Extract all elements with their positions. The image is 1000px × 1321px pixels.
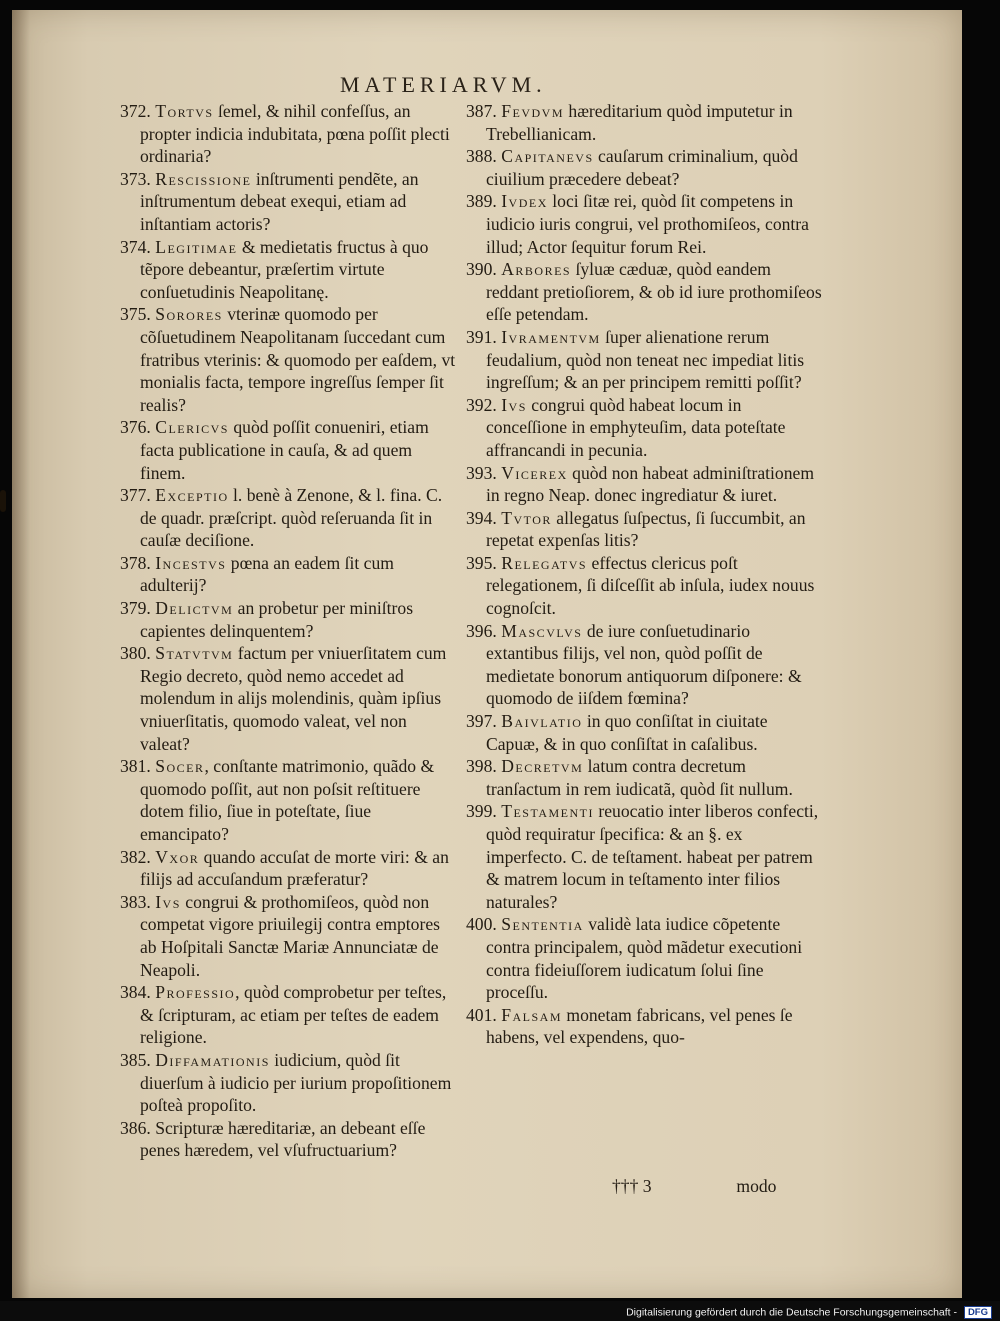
entry-number: 383. — [120, 891, 151, 912]
entry-text: Scripturæ hæreditariæ, an debeant eſſe penes hæredem, vel vſufructuarium? — [140, 1117, 426, 1161]
entry-number: 401. — [466, 1004, 497, 1025]
entry-keyword: Ivs — [501, 394, 527, 415]
page-footer — [612, 1176, 832, 1197]
entry-number: 394. — [466, 507, 497, 528]
index-entry — [466, 190, 822, 258]
digitization-credit — [626, 1306, 992, 1319]
entry-keyword: Delictvm — [155, 598, 234, 619]
entry-text: reuocatio inter liberos confecti, quòd requiratur ſpecifica: & an §. ex imperfecto. C. de teſtament. habeat per patrem & matrem locum in teſtamento inter filios naturales? — [486, 801, 819, 912]
entry-text: quando accuſat de morte viri: & an filijs ad accuſandum præferatur? — [140, 846, 449, 890]
entry-text: hæreditarium quòd imputetur in Trebellianicam. — [486, 101, 793, 144]
entry-keyword: Ivs — [155, 891, 181, 912]
index-column-right — [466, 100, 822, 1049]
signature-mark: ††† 3 — [612, 1176, 652, 1196]
index-entry — [120, 1117, 458, 1162]
entry-number: 373. — [120, 168, 151, 189]
entry-keyword: Ivramentvm — [501, 326, 601, 347]
index-entry — [120, 981, 458, 1049]
entry-text: & medietatis fructus à quo tẽpore debeantur, præſertim virtute conſuetudinis Neapolitanę. — [140, 236, 429, 302]
entry-number: 381. — [120, 756, 151, 777]
entry-text: monetam fabricans, vel penes ſe habens, vel expendens, quo- — [486, 1004, 793, 1048]
entry-keyword: Sorores — [155, 304, 223, 325]
entry-keyword: Decretvm — [501, 756, 584, 777]
entry-number: 379. — [120, 598, 151, 619]
entry-keyword: Ivdex — [501, 191, 548, 212]
index-entry — [466, 620, 822, 710]
entry-text: cauſarum criminalium, quòd ciuilium prӕcedere debeat? — [486, 146, 798, 189]
index-entry — [466, 913, 822, 1003]
index-entry — [120, 846, 458, 891]
entry-text: congrui & prothomiſeos, quòd non competat vigore priuilegij contra emptores ab Hoſpitali Sanctæ Mariæ Annunciatæ de Neapoli. — [140, 891, 440, 980]
index-entry — [120, 1049, 458, 1117]
entry-number: 398. — [466, 756, 497, 777]
entry-keyword: Testamenti — [501, 801, 594, 822]
index-entry — [120, 236, 458, 304]
entry-text: in quo conſiſtat in ciuitate Capuæ, & in quo conſiſtat in caſalibus. — [486, 711, 768, 754]
page-running-head: MATERIARVM. — [340, 72, 547, 97]
entry-number: 376. — [120, 417, 151, 438]
entry-number: 395. — [466, 552, 497, 573]
entry-number: 396. — [466, 620, 497, 641]
entry-number: 389. — [466, 191, 497, 212]
entry-keyword: Vicerex — [501, 462, 568, 483]
entry-keyword: Professio — [155, 982, 236, 1003]
entry-number: 374. — [120, 236, 151, 257]
entry-number: 391. — [466, 326, 497, 347]
index-entry — [466, 507, 822, 552]
entry-text: vterinæ quomodo per cõſuetudinem Neapolitanam ſuccedant cum fratribus vterinis: & quomodo per eaſdem, vt monialis facta, tempore ingreſſus ſemper ſit realis? — [140, 304, 456, 415]
credit-text: Digitalisierung gefördert durch die Deutsche Forschungsgemeinschaft - — [626, 1306, 958, 1319]
entry-number: 377. — [120, 485, 151, 506]
entry-keyword: Arbores — [501, 259, 572, 280]
entry-text: quòd poſſit conueniri, etiam facta publicatione in cauſa, & ad quem finem. — [140, 417, 429, 483]
entry-text: latum contra decretum tranſactum in rem iudicatã, quòd ſit nullum. — [486, 756, 793, 799]
entry-number: 378. — [120, 552, 151, 573]
index-column-left — [120, 100, 458, 1162]
index-entry — [120, 642, 458, 755]
entry-number: 385. — [120, 1049, 151, 1070]
index-entry — [120, 891, 458, 981]
entry-keyword: Rescissione — [155, 168, 252, 189]
index-entry — [120, 755, 458, 845]
index-entry — [466, 462, 822, 507]
index-entry — [466, 1004, 822, 1049]
catchword: modo — [736, 1176, 777, 1196]
entry-keyword: Diffamationis — [155, 1049, 270, 1070]
index-entry — [120, 168, 458, 236]
entry-number: 393. — [466, 462, 497, 483]
margin-mark — [0, 490, 6, 512]
entry-keyword: Relegatvs — [501, 552, 588, 573]
entry-text: loci ſitæ rei, quòd ſit competens in iudicio iuris congrui, vel prothomiſeos, contra illud; Actor ſequitur forum Rei. — [486, 191, 809, 257]
entry-text: pœna an eadem ſit cum adulterij? — [140, 552, 394, 596]
entry-number: 388. — [466, 146, 497, 167]
entry-keyword: Baivlatio — [501, 711, 583, 732]
entry-number: 397. — [466, 711, 497, 732]
entry-number: 375. — [120, 304, 151, 325]
entry-number: 386. — [120, 1117, 151, 1138]
entry-keyword: Vxor — [155, 846, 200, 867]
entry-number: 390. — [466, 259, 497, 280]
entry-number: 400. — [466, 914, 497, 935]
entry-number: 382. — [120, 846, 151, 867]
entry-keyword: Tvtor — [501, 507, 552, 528]
entry-number: 399. — [466, 801, 497, 822]
entry-keyword: Statvtvm — [155, 643, 234, 664]
entry-text: , quòd comprobetur per teſtes, & ſcripturam, ac etiam per teſtes de eadem religione. — [140, 982, 447, 1048]
entry-text: quòd non habeat adminiſtrationem in regno Neap. donec ingrediatur & iuret. — [486, 462, 815, 506]
index-entry — [466, 800, 822, 913]
entry-number: 372. — [120, 101, 151, 121]
index-entry — [120, 552, 458, 597]
entry-keyword: Fevdvm — [501, 101, 564, 121]
entry-text: ſuper alienatione rerum feudalium, quòd non teneat nec impediat litis ingreſſum; & an per principem remitti poſſit? — [486, 326, 805, 393]
index-entry — [466, 755, 822, 800]
entry-text: validè lata iudice cõpetente contra principalem, quòd mãdetur executioni contra fideiuſſorem iudicatum ſolui ſine proceſſu. — [486, 914, 803, 1003]
entry-keyword: Clericvs — [155, 417, 229, 438]
entry-keyword: Socer — [155, 756, 205, 777]
entry-number: 387. — [466, 101, 497, 121]
index-entry — [466, 710, 822, 755]
entry-text: allegatus ſuſpectus, ſi ſuccumbit, an repetat expenſas litis? — [486, 507, 806, 551]
entry-text: ſemel, & nihil confeſſus, an propter indicia indubitata, pœna poſſit plecti ordinaria? — [140, 101, 450, 167]
index-entry — [120, 484, 458, 552]
dfg-logo-icon: DFG — [964, 1306, 992, 1319]
index-entry — [466, 145, 822, 190]
entry-text: de iure conſuetudinario extantibus filijs, vel non, quòd poſſit de medietate bonorum antiquorum diſponere: & quomodo de iiſdem fœmina? — [486, 620, 802, 709]
entry-text: , conſtante matrimonio, quãdo & quomodo poſſit, aut non poſsit reſtituere dotem filio, ſiue in poteſtate, ſiue emancipato? — [140, 756, 435, 844]
entry-text: l. benè à Zenone, & l. fina. C. de quadr. præſcript. quòd reſeruanda ſit in cauſæ deciſione. — [140, 485, 443, 551]
entry-text: factum per vniuerſitatem cum Regio decreto, quòd nemo accedet ad molendum in alijs molendinis, quàm ipſius vniuerſitatis, quomodo valeat, vel non valeat? — [140, 643, 447, 754]
entry-text: congrui quòd habeat locum in conceſſione in emphyteuſim, data poteſtate affrancandi in pecunia. — [486, 394, 786, 460]
index-entry — [120, 303, 458, 416]
entry-text: inſtrumenti pendẽte, an inſtrumentum debeat exequi, etiam ad inſtantiam actoris? — [140, 168, 419, 234]
entry-keyword: Legitimae — [155, 236, 238, 257]
entry-number: 380. — [120, 643, 151, 664]
entry-number: 384. — [120, 982, 151, 1003]
page-gutter-shadow — [12, 10, 30, 1298]
index-entry — [466, 258, 822, 326]
entry-text: ſyluæ cæduæ, quòd eandem reddant pretioſiorem, & ob id iure prothomiſeos eſſe petendam. — [486, 259, 822, 325]
entry-text: an probetur per miniſtros capientes delinquentem? — [140, 598, 414, 641]
index-entry — [466, 394, 822, 462]
entry-keyword: Mascvlvs — [501, 620, 583, 641]
index-entry — [120, 416, 458, 484]
entry-keyword: Capitanevs — [501, 146, 594, 167]
index-entry — [120, 100, 458, 168]
index-entry — [466, 326, 822, 394]
entry-keyword: Tortvs — [155, 101, 214, 121]
index-entry — [120, 597, 458, 642]
entry-text: iudicium, quòd ſit diuerſum à iudicio per iurium propoſitionem poſteà propoſito. — [140, 1049, 452, 1116]
entry-keyword: Sententia — [501, 914, 584, 935]
entry-keyword: Exceptio — [155, 485, 229, 506]
index-entry — [466, 552, 822, 620]
entry-number: 392. — [466, 394, 497, 415]
index-entry — [466, 100, 822, 145]
entry-keyword: Falsam — [501, 1004, 562, 1025]
entry-keyword: Incestvs — [155, 552, 227, 573]
entry-text: effectus clericus poſt relegationem, ſi diſceſſit ab inſula, iudex nouus cognoſcit. — [486, 552, 815, 619]
